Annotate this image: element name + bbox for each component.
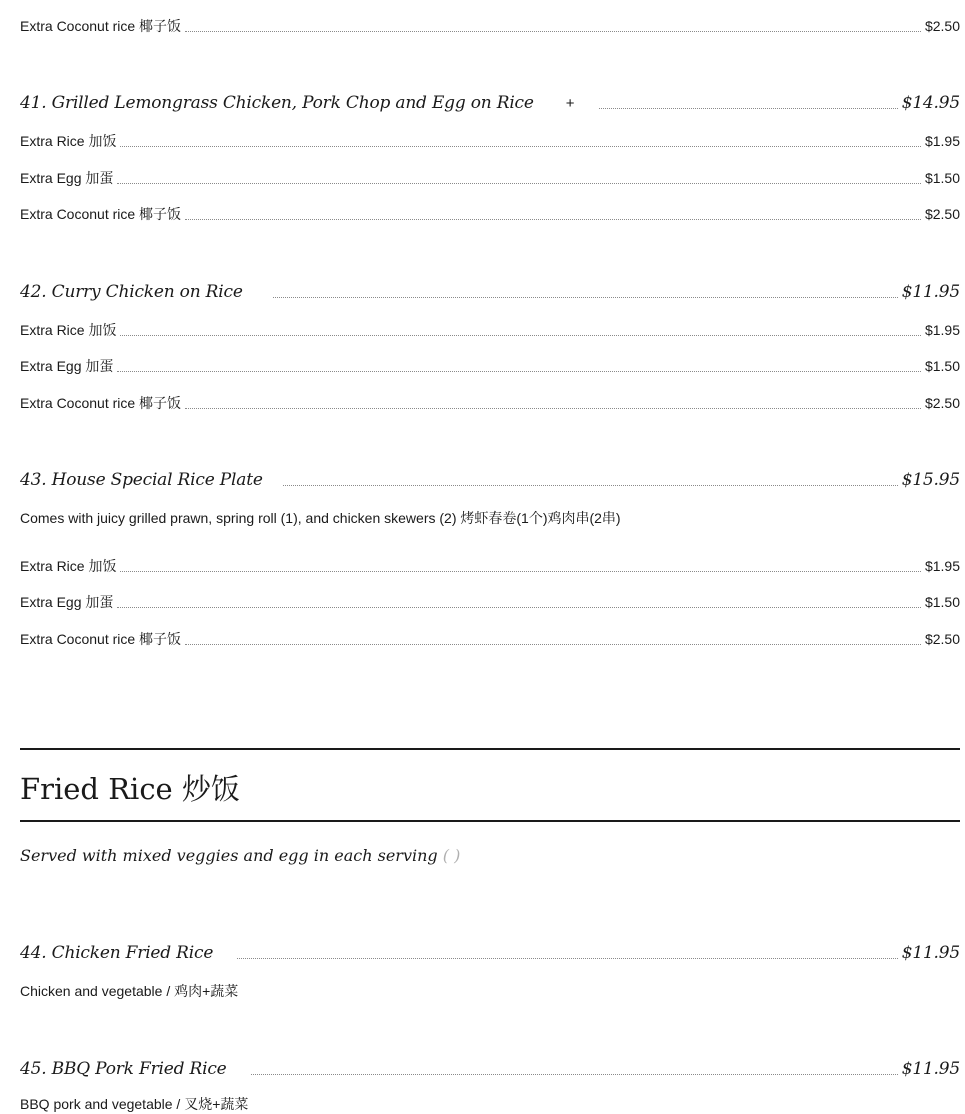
item-name: 41. Grilled Lemongrass Chicken, Pork Chop and Egg on Rice — [20, 93, 534, 113]
extra-coconut-rice-row — [20, 204, 960, 224]
item-description: Comes with juicy grilled prawn, spring roll (1), and chicken skewers (2) 烤虾春卷(1个)鸡肉串(2串) — [20, 510, 621, 526]
dot-leader — [237, 957, 898, 959]
dot-leader — [251, 1073, 898, 1075]
extra-egg-row — [20, 356, 960, 376]
extra-price: $1.50 — [924, 358, 960, 374]
item-price: $11.95 — [901, 943, 960, 963]
menu-item-44 — [20, 943, 960, 963]
extra-price: $1.95 — [924, 558, 960, 574]
dot-leader — [117, 606, 921, 608]
item-price: $11.95 — [901, 1059, 960, 1079]
dot-leader — [273, 296, 898, 298]
extra-label: Extra Rice 加饭 — [20, 558, 117, 574]
extra-price: $2.50 — [924, 206, 960, 222]
item-description: BBQ pork and vegetable / 叉烧+蔬菜 — [20, 1096, 249, 1112]
section-note-paren: ( ) — [442, 846, 461, 865]
dot-leader — [599, 107, 898, 109]
extra-label: Extra Coconut rice 椰子饭 — [20, 18, 182, 34]
item-name: 45. BBQ Pork Fried Rice — [20, 1059, 227, 1079]
item-name: 43. House Special Rice Plate — [20, 470, 263, 490]
extra-label: Extra Egg 加蛋 — [20, 594, 114, 610]
section-title: Fried Rice 炒饭 — [20, 772, 240, 806]
item-price: $11.95 — [901, 282, 960, 302]
menu-item-41 — [20, 93, 960, 113]
extra-label: Extra Rice 加饭 — [20, 322, 117, 338]
dot-leader — [120, 334, 920, 336]
extra-rice-row — [20, 131, 960, 151]
extra-price: $1.95 — [924, 322, 960, 338]
item-name: 44. Chicken Fried Rice — [20, 943, 214, 963]
item-name: 42. Curry Chicken on Rice — [20, 282, 243, 302]
extra-coconut-rice-row — [20, 629, 960, 649]
extra-label: Extra Coconut rice 椰子饭 — [20, 631, 182, 647]
extra-label: Extra Coconut rice 椰子饭 — [20, 206, 182, 222]
section-rule-bottom — [20, 820, 960, 822]
section-note — [20, 846, 460, 865]
extra-egg-row — [20, 592, 960, 612]
plus-sign: + — [565, 95, 575, 112]
item-price: $15.95 — [901, 470, 960, 490]
dot-leader — [185, 30, 921, 32]
menu-item-43 — [20, 470, 960, 490]
dot-leader — [283, 484, 898, 486]
dot-leader — [117, 370, 921, 372]
dot-leader — [185, 218, 921, 220]
extra-label: Extra Rice 加饭 — [20, 133, 117, 149]
extra-coconut-rice-row — [20, 16, 960, 36]
extra-rice-row — [20, 320, 960, 340]
menu-item-42 — [20, 282, 960, 302]
extra-rice-row — [20, 556, 960, 576]
extra-label: Extra Coconut rice 椰子饭 — [20, 395, 182, 411]
dot-leader — [120, 145, 920, 147]
extra-label: Extra Egg 加蛋 — [20, 358, 114, 374]
extra-egg-row — [20, 168, 960, 188]
extra-label: Extra Egg 加蛋 — [20, 170, 114, 186]
menu-item-45 — [20, 1059, 960, 1079]
dot-leader — [120, 570, 920, 572]
extra-price: $2.50 — [924, 631, 960, 647]
dot-leader — [185, 407, 921, 409]
dot-leader — [185, 643, 921, 645]
extra-price: $1.50 — [924, 594, 960, 610]
extra-price: $1.95 — [924, 133, 960, 149]
item-price: $14.95 — [901, 93, 960, 113]
extra-price: $2.50 — [924, 18, 960, 34]
item-description: Chicken and vegetable / 鸡肉+蔬菜 — [20, 983, 239, 999]
extra-price: $1.50 — [924, 170, 960, 186]
extra-price: $2.50 — [924, 395, 960, 411]
section-note-text: Served with mixed veggies and egg in each serving — [20, 846, 438, 865]
extra-coconut-rice-row — [20, 393, 960, 413]
section-rule-top — [20, 748, 960, 750]
dot-leader — [117, 182, 921, 184]
